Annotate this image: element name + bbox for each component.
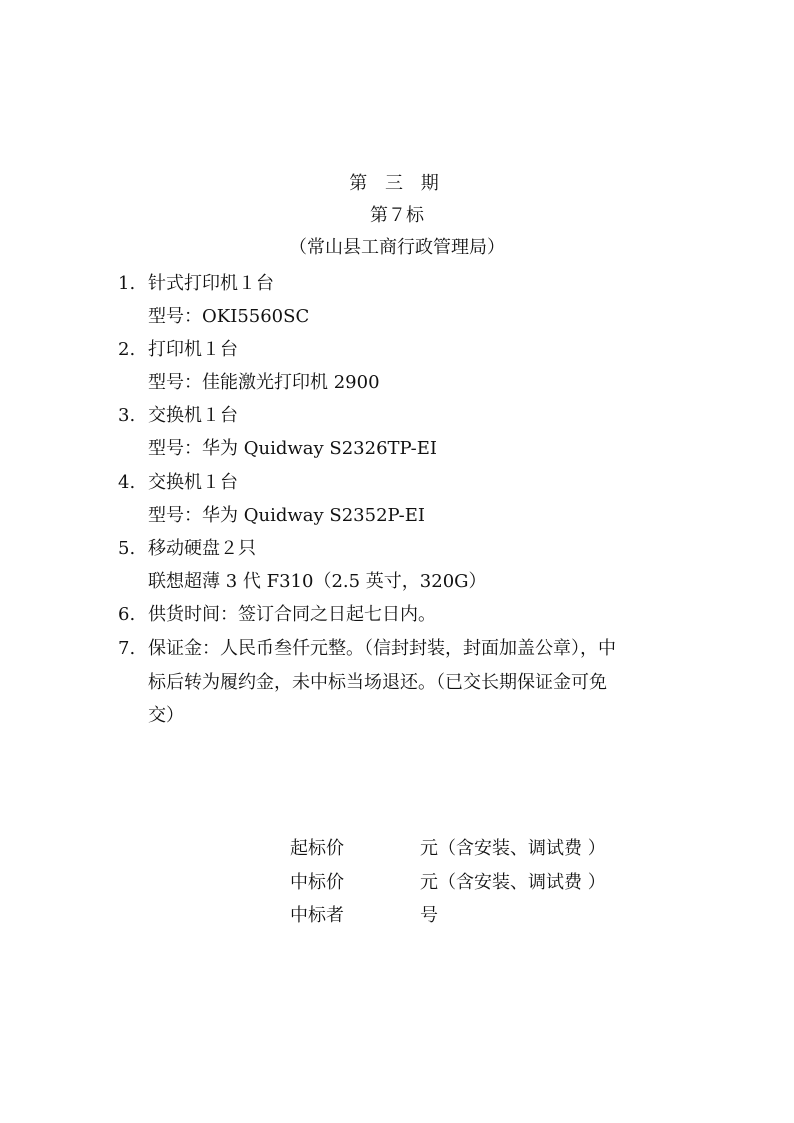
winner-row [290, 904, 438, 928]
item-text: 供货时间：签订合同之日起七日内。 [148, 604, 436, 625]
lot-heading: 第７标 [370, 205, 424, 226]
starting-price-label: 起标价 [290, 838, 344, 859]
list-item [118, 272, 274, 296]
item-number: 4. [118, 472, 136, 493]
item-text: 交换机１台 [148, 405, 238, 426]
item-number: 1. [118, 273, 136, 294]
item-number: 5. [118, 538, 136, 559]
item-number: 7. [118, 638, 136, 659]
item-number: 3. [118, 405, 136, 426]
list-item [118, 338, 238, 362]
item-model: 联想超薄 3 代 F310（2.5 英寸，320G） [148, 571, 487, 592]
item-text: 打印机１台 [148, 339, 238, 360]
item-number: 2. [118, 339, 136, 360]
period-heading: 第 三 期 [349, 173, 445, 194]
item-text: 针式打印机１台 [148, 273, 274, 294]
list-item [118, 404, 238, 428]
list-item [118, 471, 238, 495]
winner-value: 号 [420, 905, 438, 926]
deposit-line-3: 交） [148, 705, 184, 726]
deposit-line-2: 标后转为履约金，未中标当场退还。（已交长期保证金可免 [148, 672, 607, 693]
list-item [118, 537, 256, 561]
deposit-line-1: 保证金：人民币叁仟元整。（信封封装，封面加盖公章），中 [148, 638, 616, 659]
item-model: 型号：华为 Quidway S2352P-EI [148, 505, 425, 526]
item-model: 型号：OKI5560SC [148, 306, 310, 327]
item-text: 移动硬盘２只 [148, 538, 256, 559]
item-number: 6. [118, 604, 136, 625]
winning-price-row [290, 871, 606, 895]
starting-price-value: 元（含安装、调试费 ） [420, 838, 606, 859]
winning-price-value: 元（含安装、调试费 ） [420, 872, 606, 893]
agency-heading: （常山县工商行政管理局） [289, 237, 505, 258]
starting-price-row [290, 837, 606, 861]
item-model: 型号：佳能激光打印机 2900 [148, 372, 380, 393]
item-text: 交换机１台 [148, 472, 238, 493]
list-item [118, 603, 436, 627]
winner-label: 中标者 [290, 905, 344, 926]
deposit-item [118, 637, 616, 661]
item-model: 型号：华为 Quidway S2326TP-EI [148, 438, 437, 459]
winning-price-label: 中标价 [290, 872, 344, 893]
